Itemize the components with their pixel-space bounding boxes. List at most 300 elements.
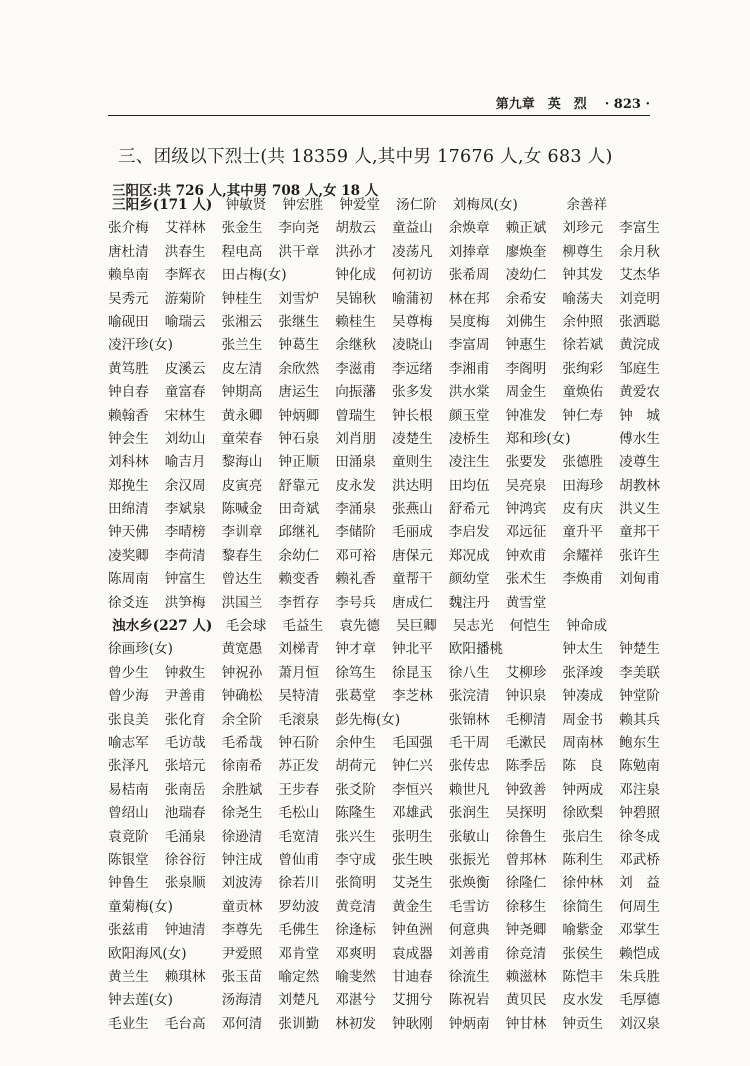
name-row (108, 755, 688, 778)
martyr-name: 张兰生 (221, 337, 263, 354)
martyr-name: 钟太生 (562, 641, 604, 658)
martyr-name: 徐冬成 (619, 828, 660, 845)
martyr-name: 毛滚泉 (278, 711, 320, 728)
martyr-name: 毛国强 (391, 734, 433, 751)
martyr-name: 李湘甫 (448, 360, 490, 377)
martyr-name: 郑况成 (448, 547, 490, 564)
martyr-name: 舒靠元 (278, 477, 320, 494)
martyr-name: 吴探明 (505, 805, 547, 822)
martyr-name: 刘捧章 (448, 243, 490, 260)
martyr-name: 毛松山 (278, 805, 320, 822)
name-row (108, 779, 688, 802)
martyr-name: 赖变香 (278, 571, 320, 588)
martyr-name: 张明生 (391, 828, 433, 845)
martyr-name: 曾少生 (108, 664, 149, 681)
martyr-name: 钟 城 (619, 407, 660, 424)
martyr-name: 李恒兴 (391, 781, 433, 798)
martyr-name: 周金生 (505, 384, 547, 401)
martyr-name: 曾少海 (108, 688, 149, 705)
martyr-name: 喻荡夫 (562, 290, 604, 307)
martyr-name: 刘佛生 (505, 313, 547, 330)
martyr-name: 黄宽愚 (221, 641, 263, 658)
name-row (108, 264, 688, 287)
page-number: · 823 · (604, 97, 650, 112)
martyr-name: 吴度梅 (448, 313, 490, 330)
martyr-name: 萧月恒 (278, 664, 320, 681)
martyr-name: 徐欧梨 (562, 805, 604, 822)
martyr-name: 钟耿刚 (391, 1015, 433, 1032)
martyr-name: 钟命成 (566, 618, 608, 635)
martyr-name: 毛漱民 (505, 734, 547, 751)
martyr-name: 廖焕奎 (505, 243, 547, 260)
martyr-name: 陈银堂 (108, 851, 149, 868)
name-row (108, 989, 688, 1012)
martyr-name: 刘科林 (108, 454, 149, 471)
martyr-name: 钟化成 (335, 267, 376, 284)
martyr-name: 唐成仁 (391, 594, 433, 611)
martyr-name: 喻瑞云 (164, 313, 206, 330)
martyr-name: 刘楚凡 (278, 992, 320, 1009)
martyr-name: 徐简生 (562, 898, 604, 915)
martyr-name: 朱兵胜 (619, 968, 660, 985)
martyr-name: 胡敖云 (335, 220, 376, 237)
martyr-name: 张简明 (335, 875, 376, 892)
martyr-name: 曾瑞生 (335, 407, 376, 424)
name-row (108, 288, 688, 311)
martyr-name: 张生映 (391, 851, 433, 868)
martyr-name: 向振藩 (335, 384, 376, 401)
martyr-name: 刘幼山 (164, 430, 206, 447)
martyr-name: 张南岳 (164, 781, 206, 798)
martyr-name: 钟自春 (108, 384, 149, 401)
martyr-name: 张训勤 (278, 1015, 320, 1032)
martyr-name: 童益山 (391, 220, 433, 237)
martyr-name: 胡荷元 (335, 758, 376, 775)
martyr-name: 刘 益 (619, 875, 660, 892)
martyr-name: 钟救生 (164, 664, 206, 681)
martyr-name: 洪水棠 (448, 384, 490, 401)
name-row (108, 709, 688, 732)
martyr-name: 毛佛生 (278, 922, 320, 939)
township-heading: 三阳乡(171 人) (112, 197, 213, 213)
name-row (108, 919, 688, 942)
martyr-name: 徐南希 (221, 758, 263, 775)
martyr-name: 洪国兰 (221, 594, 263, 611)
martyr-name: 刘梅凤(女) (452, 197, 518, 213)
martyr-name: 吴特清 (278, 688, 320, 705)
martyr-name: 黎海山 (221, 454, 263, 471)
martyr-name: 吴尊梅 (391, 313, 433, 330)
martyr-name: 毛厚德 (619, 992, 660, 1009)
martyr-name: 钟楚生 (619, 641, 660, 658)
martyr-name: 邓雄武 (391, 805, 433, 822)
martyr-name: 张启生 (562, 828, 604, 845)
martyr-name: 邓掌生 (619, 922, 660, 939)
martyr-name: 邓湛兮 (335, 992, 376, 1009)
martyr-name: 黄金生 (391, 898, 433, 915)
martyr-name: 凌楚生 (391, 430, 433, 447)
martyr-name: 李哲存 (278, 594, 320, 611)
martyr-name: 张要发 (505, 454, 547, 471)
section-title: 三、团级以下烈士(共 18359 人,其中男 17676 人,女 683 人) (118, 147, 613, 167)
martyr-name: 李斌泉 (164, 501, 206, 518)
martyr-name: 何意典 (448, 922, 490, 939)
name-row (108, 662, 688, 685)
martyr-name: 余仲生 (335, 734, 376, 751)
martyr-name: 张锦林 (448, 711, 490, 728)
martyr-name: 钟天佛 (108, 524, 149, 541)
martyr-name: 胡教林 (619, 477, 660, 494)
martyr-name: 皮有庆 (562, 501, 604, 518)
martyr-name: 钟会生 (108, 430, 149, 447)
martyr-name: 邓爽明 (335, 945, 376, 962)
martyr-name: 毛访哉 (164, 734, 206, 751)
martyr-name: 童帮干 (391, 571, 433, 588)
martyr-name: 易桔南 (108, 781, 149, 798)
martyr-name: 鲍东生 (619, 734, 660, 751)
martyr-name: 钟爱堂 (339, 197, 380, 213)
martyr-name: 李滋甫 (335, 360, 376, 377)
martyr-name: 钟鸿宾 (505, 501, 547, 518)
township-heading: 浊水乡(227 人) (112, 618, 213, 635)
martyr-name: 邓注泉 (619, 781, 660, 798)
martyr-name: 余欣然 (278, 360, 320, 377)
martyr-name: 余希安 (505, 290, 547, 307)
martyr-name: 彭先梅(女) (335, 711, 401, 728)
martyr-name: 李远绪 (391, 360, 433, 377)
martyr-name: 李号兵 (335, 594, 376, 611)
martyr-name: 徐流生 (448, 968, 490, 985)
martyr-name: 陈 良 (562, 758, 604, 775)
martyr-name: 刘肖朋 (335, 430, 376, 447)
name-row (108, 1013, 688, 1036)
martyr-name: 唐杜清 (108, 243, 149, 260)
martyr-name: 赖桂生 (335, 313, 376, 330)
martyr-name: 钟尧卿 (505, 922, 547, 939)
martyr-name: 钟凑成 (562, 688, 604, 705)
martyr-name: 袁竟阶 (108, 828, 149, 845)
martyr-name: 张泉顺 (164, 875, 206, 892)
martyr-name-list (108, 194, 688, 1036)
martyr-name: 艾祥林 (164, 220, 206, 237)
martyr-name: 宋林生 (164, 407, 206, 424)
martyr-name: 毛雪访 (448, 898, 490, 915)
martyr-name: 张侯生 (562, 945, 604, 962)
martyr-name: 毛干周 (448, 734, 490, 751)
martyr-name: 童焕佑 (562, 384, 604, 401)
name-row (108, 358, 688, 381)
martyr-name: 张术生 (505, 571, 547, 588)
martyr-name: 何周生 (619, 898, 660, 915)
martyr-name: 邹庭生 (619, 360, 660, 377)
martyr-name: 余善祥 (566, 197, 608, 213)
name-row (108, 732, 688, 755)
martyr-name: 张泽竣 (562, 664, 604, 681)
martyr-name: 钟其发 (562, 267, 604, 284)
martyr-name: 余继秋 (335, 337, 376, 354)
martyr-name: 钟准发 (505, 407, 547, 424)
martyr-name: 程电高 (221, 243, 263, 260)
martyr-name: 毛丽成 (391, 524, 433, 541)
martyr-name: 张化育 (164, 711, 206, 728)
martyr-name: 曾邦林 (505, 851, 547, 868)
martyr-name: 张许生 (619, 547, 660, 564)
martyr-name: 徐鲁生 (505, 828, 547, 845)
martyr-name: 徐若川 (278, 875, 320, 892)
martyr-name: 曾仙甫 (278, 851, 320, 868)
martyr-name: 钟石阶 (278, 734, 320, 751)
martyr-name: 田均伍 (448, 477, 490, 494)
chapter-title: 第九章 英 烈 (495, 97, 587, 112)
martyr-name: 黄雪堂 (505, 594, 547, 611)
martyr-name: 喻定然 (278, 968, 320, 985)
martyr-name: 童邦干 (619, 524, 660, 541)
name-row (108, 405, 688, 428)
martyr-name: 钟碧照 (619, 805, 660, 822)
martyr-name: 池瑞春 (164, 805, 206, 822)
martyr-name: 张多发 (391, 384, 433, 401)
martyr-name: 钟两成 (562, 781, 604, 798)
martyr-name: 张培元 (164, 758, 206, 775)
martyr-name: 徐若斌 (562, 337, 604, 354)
martyr-name: 黄爱农 (619, 384, 660, 401)
martyr-name: 余耀祥 (562, 547, 604, 564)
martyr-name: 凌晓山 (391, 337, 433, 354)
name-row (108, 943, 688, 966)
martyr-name: 张金生 (221, 220, 263, 237)
martyr-name: 郑和珍(女) (505, 430, 571, 447)
martyr-name: 张继生 (278, 313, 320, 330)
martyr-name: 张湘云 (221, 313, 263, 330)
martyr-name: 黄永卿 (221, 407, 263, 424)
martyr-name: 钟鲁生 (108, 875, 149, 892)
martyr-name: 洪达明 (391, 477, 433, 494)
name-row (108, 615, 688, 638)
martyr-name: 王步春 (278, 781, 320, 798)
martyr-name: 邓可裕 (335, 547, 376, 564)
martyr-name: 钟才章 (335, 641, 376, 658)
name-row (108, 428, 688, 451)
martyr-name: 余幼仁 (278, 547, 320, 564)
martyr-name: 林初发 (335, 1015, 376, 1032)
martyr-name: 李辉衣 (164, 267, 206, 284)
martyr-name: 李启发 (448, 524, 490, 541)
martyr-name: 钟正顺 (278, 454, 320, 471)
martyr-name: 黄贝民 (505, 992, 547, 1009)
martyr-name: 曾达生 (221, 571, 263, 588)
martyr-name: 吴秀元 (108, 290, 149, 307)
martyr-name: 张润生 (448, 805, 490, 822)
martyr-name: 田海珍 (562, 477, 604, 494)
martyr-name: 赖阜南 (108, 267, 149, 284)
martyr-name: 徐仲林 (562, 875, 604, 892)
martyr-name: 张浣清 (448, 688, 490, 705)
martyr-name: 钟期高 (221, 384, 263, 401)
martyr-name: 艾柳珍 (505, 664, 547, 681)
martyr-name: 邓武桥 (619, 851, 660, 868)
martyr-name: 洪孙才 (335, 243, 376, 260)
martyr-name: 喻蒲初 (391, 290, 433, 307)
martyr-name: 曾绍山 (108, 805, 149, 822)
martyr-name: 刘甸甫 (619, 571, 660, 588)
martyr-name: 张泽凡 (108, 758, 149, 775)
martyr-name: 田涌泉 (335, 454, 376, 471)
name-row (108, 521, 688, 544)
martyr-name: 赖其兵 (619, 711, 660, 728)
martyr-name: 钟炳南 (448, 1015, 490, 1032)
martyr-name: 张德胜 (562, 454, 604, 471)
martyr-name: 毛业生 (108, 1015, 149, 1032)
martyr-name: 钟祝孙 (221, 664, 263, 681)
martyr-name: 张良美 (108, 711, 149, 728)
martyr-name: 钟贡生 (562, 1015, 604, 1032)
martyr-name: 毛益生 (282, 618, 324, 635)
martyr-name: 钟炳卿 (278, 407, 320, 424)
martyr-name: 陈喊金 (221, 501, 263, 518)
martyr-name: 钟宏胜 (282, 197, 324, 213)
martyr-name: 柳尊生 (562, 243, 604, 260)
martyr-name: 唐保元 (391, 547, 433, 564)
martyr-name: 洪春生 (164, 243, 206, 260)
martyr-name: 徐尧生 (221, 805, 263, 822)
martyr-name: 邓何清 (221, 1015, 263, 1032)
martyr-name: 李向尧 (278, 220, 320, 237)
martyr-name: 余全阶 (221, 711, 263, 728)
martyr-name: 李芝林 (391, 688, 433, 705)
martyr-name: 钟仁兴 (391, 758, 433, 775)
name-row (108, 475, 688, 498)
martyr-name: 洪笋梅 (164, 594, 206, 611)
martyr-name: 陈祝岩 (448, 992, 490, 1009)
martyr-name: 陈勉南 (619, 758, 660, 775)
martyr-name: 吴志光 (452, 618, 494, 635)
martyr-name: 张振光 (448, 851, 490, 868)
martyr-name: 凌桥生 (448, 430, 490, 447)
martyr-name: 张敏山 (448, 828, 490, 845)
martyr-name: 皮水发 (562, 992, 604, 1009)
martyr-name: 黄浣成 (619, 337, 660, 354)
martyr-name: 刘梯青 (278, 641, 320, 658)
martyr-name: 张葛堂 (335, 688, 376, 705)
martyr-name: 张焕衡 (448, 875, 490, 892)
martyr-name: 黄笃胜 (108, 360, 149, 377)
martyr-name: 毛宽清 (278, 828, 320, 845)
martyr-name: 赖翰香 (108, 407, 149, 424)
martyr-name: 汤海清 (221, 992, 263, 1009)
name-row (108, 849, 688, 872)
martyr-name: 钟葛生 (278, 337, 320, 354)
martyr-name: 钟富生 (164, 571, 206, 588)
martyr-name: 张传忠 (448, 758, 490, 775)
martyr-name: 余焕章 (448, 220, 490, 237)
martyr-name: 刘善甫 (448, 945, 490, 962)
martyr-name: 张玉苗 (221, 968, 263, 985)
martyr-name: 吴亮泉 (505, 477, 547, 494)
martyr-name: 周南林 (562, 734, 604, 751)
martyr-name: 陈恺丰 (562, 968, 604, 985)
name-row (108, 872, 688, 895)
martyr-name: 钟识泉 (505, 688, 547, 705)
martyr-name: 余汉周 (164, 477, 206, 494)
martyr-name: 张爻阶 (335, 781, 376, 798)
martyr-name: 李荷清 (164, 547, 206, 564)
martyr-name: 徐逢标 (335, 922, 376, 939)
martyr-name: 李涌泉 (335, 501, 376, 518)
martyr-name: 李尊先 (221, 922, 263, 939)
martyr-name: 钟注成 (221, 851, 263, 868)
martyr-name: 黎春生 (221, 547, 263, 564)
martyr-name: 颜幼堂 (448, 571, 490, 588)
martyr-name: 陈利生 (562, 851, 604, 868)
martyr-name: 毛会球 (225, 618, 267, 635)
martyr-name: 徐逊清 (221, 828, 263, 845)
martyr-name: 张希周 (448, 267, 490, 284)
martyr-name: 喻砚田 (108, 313, 149, 330)
martyr-name: 徐爻连 (108, 594, 149, 611)
martyr-name: 赖正斌 (505, 220, 547, 237)
martyr-name: 吴巨卿 (395, 618, 437, 635)
martyr-name: 童则生 (391, 454, 433, 471)
martyr-name: 喻紫金 (562, 922, 604, 939)
martyr-name: 喻吉月 (164, 454, 206, 471)
martyr-name: 游菊阶 (164, 290, 206, 307)
martyr-name: 李美联 (619, 664, 660, 681)
name-row (108, 826, 688, 849)
name-row (108, 966, 688, 989)
martyr-name: 欧阳海风(女) (108, 945, 187, 962)
martyr-name: 赖滋林 (505, 968, 547, 985)
martyr-name: 傅水生 (619, 430, 660, 447)
name-row (108, 896, 688, 919)
martyr-name: 毛柳清 (505, 711, 547, 728)
martyr-name: 田奇斌 (278, 501, 320, 518)
martyr-name: 何恺生 (509, 618, 551, 635)
martyr-name: 徐竞清 (505, 945, 547, 962)
martyr-name: 童富春 (164, 384, 206, 401)
martyr-name: 尹爱照 (221, 945, 263, 962)
martyr-name: 钟欢甫 (505, 547, 547, 564)
martyr-name: 郑挽生 (108, 477, 149, 494)
martyr-name: 赖琪林 (164, 968, 206, 985)
name-row (108, 638, 688, 661)
name-row (108, 568, 688, 591)
martyr-name: 李阁明 (505, 360, 547, 377)
martyr-name: 凌注生 (448, 454, 490, 471)
martyr-name: 李训章 (221, 524, 263, 541)
name-row (108, 451, 688, 474)
martyr-name: 刘珍元 (562, 220, 604, 237)
martyr-name: 童菊梅(女) (108, 898, 173, 915)
martyr-name: 皮左清 (221, 360, 263, 377)
martyr-name: 黄兰生 (108, 968, 149, 985)
martyr-name: 刘雪炉 (278, 290, 320, 307)
martyr-name: 钟致善 (505, 781, 547, 798)
martyr-name: 喻志军 (108, 734, 149, 751)
martyr-name: 颜玉堂 (448, 407, 490, 424)
martyr-name: 钟惠生 (505, 337, 547, 354)
martyr-name: 赖恺成 (619, 945, 660, 962)
martyr-name: 艾拥兮 (391, 992, 433, 1009)
martyr-name: 毛希哉 (221, 734, 263, 751)
martyr-name: 田绵清 (108, 501, 149, 518)
name-row (108, 545, 688, 568)
martyr-name: 袁成器 (391, 945, 433, 962)
name-row (108, 802, 688, 825)
martyr-name: 艾杰华 (619, 267, 660, 284)
martyr-name: 陈周南 (108, 571, 149, 588)
name-row (108, 381, 688, 404)
martyr-name: 舒希元 (448, 501, 490, 518)
